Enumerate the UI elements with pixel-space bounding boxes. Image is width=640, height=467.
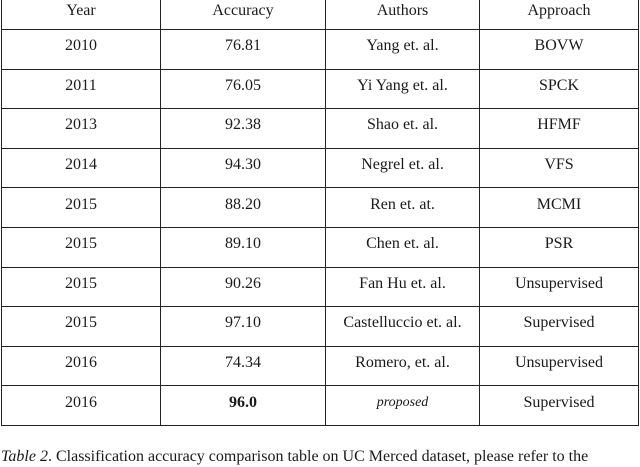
table-row <box>2 227 639 267</box>
cell-accuracy: 96.0 <box>161 386 326 426</box>
table-row <box>2 386 639 426</box>
cell-year: 2015 <box>2 188 161 228</box>
cell-year: 2015 <box>2 307 161 347</box>
cell-authors: proposed <box>326 386 480 426</box>
cell-authors: Castelluccio et. al. <box>326 307 480 347</box>
accuracy-comparison-table <box>1 0 639 426</box>
cell-accuracy: 97.10 <box>161 307 326 347</box>
cell-authors: Shao et. al. <box>326 109 480 149</box>
cell-year: 2010 <box>2 30 161 70</box>
header-approach: Approach <box>480 0 639 30</box>
table-row <box>2 267 639 307</box>
cell-authors: Ren et. at. <box>326 188 480 228</box>
caption-text: . Classification accuracy comparison table on UC Merced dataset, please refer to the <box>47 448 589 465</box>
table-row <box>2 188 639 228</box>
cell-approach: PSR <box>480 227 639 267</box>
cell-year: 2015 <box>2 227 161 267</box>
table-row <box>2 307 639 347</box>
table-row <box>2 148 639 188</box>
cell-authors: Yi Yang et. al. <box>326 69 480 109</box>
cell-approach: VFS <box>480 148 639 188</box>
cell-approach: Supervised <box>480 307 639 347</box>
cell-approach: HFMF <box>480 109 639 149</box>
cell-approach: BOVW <box>480 30 639 70</box>
table-header-row <box>2 0 639 30</box>
cell-authors: Fan Hu et. al. <box>326 267 480 307</box>
table-row <box>2 346 639 386</box>
cell-accuracy: 76.81 <box>161 30 326 70</box>
cell-authors: Chen et. al. <box>326 227 480 267</box>
cell-year: 2011 <box>2 69 161 109</box>
header-accuracy: Accuracy <box>161 0 326 30</box>
cell-approach: SPCK <box>480 69 639 109</box>
cell-accuracy: 76.05 <box>161 69 326 109</box>
cell-authors: Negrel et. al. <box>326 148 480 188</box>
cell-approach: MCMI <box>480 188 639 228</box>
cell-accuracy: 94.30 <box>161 148 326 188</box>
cell-year: 2015 <box>2 267 161 307</box>
cell-accuracy: 92.38 <box>161 109 326 149</box>
comparison-table-container <box>1 0 638 426</box>
cell-approach: Supervised <box>480 386 639 426</box>
cell-year: 2016 <box>2 346 161 386</box>
cell-accuracy: 89.10 <box>161 227 326 267</box>
header-year: Year <box>2 0 161 30</box>
cell-authors: Romero, et. al. <box>326 346 480 386</box>
caption-label: Table 2 <box>1 448 48 465</box>
cell-accuracy: 90.26 <box>161 267 326 307</box>
table-row <box>2 69 639 109</box>
cell-accuracy: 74.34 <box>161 346 326 386</box>
table-row <box>2 30 639 70</box>
cell-authors: Yang et. al. <box>326 30 480 70</box>
table-caption <box>1 447 640 467</box>
cell-year: 2014 <box>2 148 161 188</box>
cell-approach: Unsupervised <box>480 346 639 386</box>
cell-approach: Unsupervised <box>480 267 639 307</box>
cell-year: 2016 <box>2 386 161 426</box>
cell-accuracy: 88.20 <box>161 188 326 228</box>
cell-year: 2013 <box>2 109 161 149</box>
table-row <box>2 109 639 149</box>
header-authors: Authors <box>326 0 480 30</box>
